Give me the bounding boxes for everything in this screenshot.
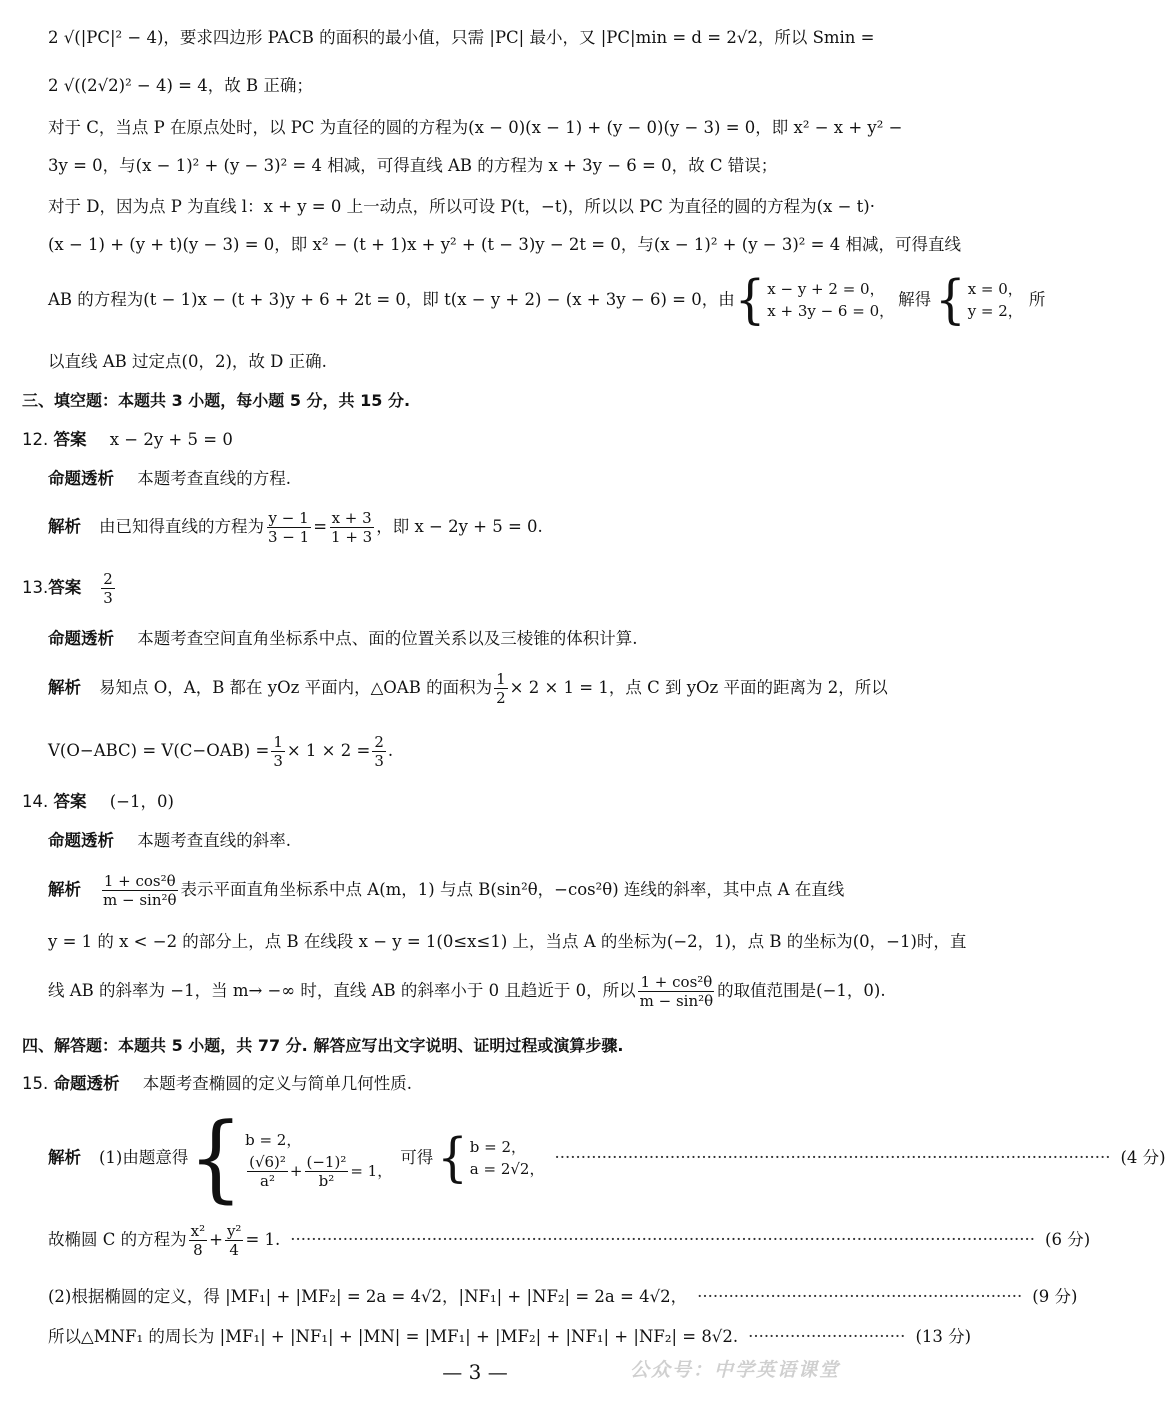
prev-d-line3: [48, 269, 1046, 331]
q15-part1-row: [48, 1103, 1166, 1213]
plus-sign: +: [209, 1230, 223, 1249]
q15-p1-b: 可得: [400, 1148, 434, 1167]
q13-line2-a: V(O−ABC) = V(C−OAB) =: [48, 741, 270, 760]
page-number: — 3 —: [442, 1360, 508, 1384]
q14-intent-label: 命题透析: [48, 831, 114, 850]
q14-line2: y = 1 的 x < −2 的部分上，点 B 在线段 x − y = 1(0≤x≤1) 上，当点 A 的坐标为(−2，1)，点 B 的坐标为(0，−1)时，直: [48, 932, 967, 951]
fraction: $\frac{1}{3}$: [273, 732, 283, 770]
system-tail: = 1，: [350, 1162, 393, 1180]
q12-number: 12.: [22, 430, 49, 449]
q15-p4: 所以△MNF₁ 的周长为 |MF₁| + |NF₁| + |MN| = |MF₁| + |MF₂| + |NF₁| + |NF₂| = 8√2.: [48, 1327, 739, 1346]
prev-d-line4: 以直线 AB 过定点(0，2)，故 D 正确.: [48, 352, 327, 371]
brace: {: [188, 1103, 244, 1213]
leader-dots: ··············································································································································: [290, 1230, 1036, 1249]
q14-analysis-a: 表示平面直角坐标系中点 A(m，1) 与点 B(sin²θ，−cos²θ) 连线的斜率，其中点 A 在直线: [180, 880, 845, 899]
prev-b-line1: 2 √(|PC|² − 4)，要求四边形 PACB 的面积的最小值，只需 |PC| 最小，又 |PC|min = d = 2√2，所以 Smin =: [48, 28, 875, 47]
brace: {: [935, 269, 966, 331]
system-row: [245, 1153, 392, 1190]
prev-d-line3-c: 所: [1028, 290, 1046, 309]
q14-intent-row: [48, 829, 928, 853]
prev-d-line3-a: AB 的方程为(t − 1)x − (t + 3)y + 6 + 2t = 0，即 t(x − y + 2) − (x + 3y − 6) = 0，由: [48, 290, 735, 309]
q13-analysis-a: 易知点 O，A，B 都在 yOz 平面内，△OAB 的面积为: [99, 678, 493, 697]
q14-line3-a: 线 AB 的斜率为 −1，当 m→ −∞ 时，直线 AB 的斜率小于 0 且趋近于 0，所以: [48, 981, 636, 1000]
equation-system-4: [437, 1127, 545, 1189]
prev-d-line2: (x − 1) + (y + t)(y − 3) = 0，即 x² − (t + 1)x + y² + (t − 3)y − 2t = 0，与(x − 1)² + (y − 3)² = 4 相减，可得直线: [48, 235, 961, 254]
system-row: x + 3y − 6 = 0，: [767, 302, 895, 320]
q15-intent-row: [22, 1072, 928, 1096]
prev-c-line1: 对于 C，当点 P 在原点处时，以 PC 为直径的圆的方程为(x − 0)(x − 1) + (y − 0)(y − 3) = 0，即 x² − x + y² −: [48, 118, 903, 137]
q13-answer-fraction: $\frac{2}{3}$: [103, 569, 113, 607]
prev-b-line2: 2 √((2√2)² − 4) = 4，故 B 正确；: [48, 76, 313, 95]
q13-analysis-row: [48, 666, 928, 710]
q13-analysis-label: 解析: [48, 678, 81, 697]
leader-dots: ······························································: [697, 1287, 1023, 1306]
q13-intent-row: [48, 627, 928, 651]
equation-system-1: [734, 269, 895, 331]
fraction: $\frac{\text{(√6)²}}{\text{a²}}$: [249, 1152, 286, 1190]
q12-answer-label: 答案: [53, 430, 87, 449]
q15-part2-row: [48, 1285, 1078, 1309]
prev-d-line1: 对于 D，因为点 P 为直线 l：x + y = 0 上一动点，所以可设 P(t，−t)，所以以 PC 为直径的圆的方程为(x − t)·: [48, 197, 875, 216]
system-row: x = 0，: [967, 280, 1023, 298]
q13-analysis-b: × 2 × 1 = 1，点 C 到 yOz 平面的距离为 2，所以: [509, 678, 888, 697]
brace: {: [734, 269, 766, 331]
q14-answer: (−1，0): [109, 792, 174, 811]
q14-analysis-label: 解析: [48, 880, 81, 899]
watermark: 公众号：中学英语课堂: [630, 1359, 841, 1381]
q15-part2-result: [48, 1325, 972, 1349]
q12-analysis-a: 由已知得直线的方程为: [99, 517, 264, 536]
system-row: y = 2，: [967, 302, 1023, 320]
q14-line3-b: 的取值范围是(−1，0).: [717, 981, 886, 1000]
q12-answer-row: [22, 428, 928, 452]
prev-d-line3-b: 解得: [898, 290, 932, 309]
q12-analysis-b: ，即 x − 2y + 5 = 0.: [376, 517, 543, 536]
fraction: $\frac{2}{3}$: [374, 732, 384, 770]
fraction: $\frac{\text{y²}}{4}$: [226, 1221, 242, 1259]
q15-intent-label: 命题透析: [53, 1074, 120, 1093]
q15-number: 15.: [22, 1074, 49, 1093]
q14-answer-row: [22, 790, 928, 814]
q14-number: 14.: [22, 792, 49, 811]
q13-intent-label: 命题透析: [48, 629, 114, 648]
plus-sign: +: [289, 1162, 303, 1180]
q15-analysis-label: 解析: [48, 1148, 81, 1167]
fraction: $\frac{x + 3}{1 + 3}$: [331, 508, 373, 546]
q13-intent: 本题考查空间直角坐标系中点、面的位置关系以及三棱锥的体积计算.: [137, 629, 638, 648]
q14-line3: [48, 969, 928, 1013]
fraction: $\frac{y - 1}{3 - 1}$: [268, 508, 310, 546]
q15-p3: (2)根据椭圆的定义，得 |MF₁| + |MF₂| = 2a = 4√2，|NF₁| + |NF₂| = 2a = 4√2，: [48, 1287, 688, 1306]
system-row: a = 2√2，: [469, 1160, 545, 1178]
prev-c-line2: 3y = 0，与(x − 1)² + (y − 3)² = 4 相减，可得直线 AB 的方程为 x + 3y − 6 = 0，故 C 错误；: [48, 156, 778, 175]
q13-answer-row: [22, 566, 928, 610]
q13-number: 13.: [22, 578, 49, 597]
q12-analysis-label: 解析: [48, 517, 81, 536]
q13-line2-b: × 1 × 2 =: [286, 741, 371, 760]
score: (9 分): [1032, 1287, 1078, 1306]
leader-dots: ··········································································································: [554, 1148, 1111, 1167]
system-row: x − y + 2 = 0，: [767, 280, 885, 298]
q15-part1-result: [48, 1218, 1091, 1262]
fraction: $\frac{\text{(−1)²}}{\text{b²}}$: [306, 1152, 347, 1190]
q14-intent: 本题考查直线的斜率.: [137, 831, 291, 850]
q12-intent-row: [48, 467, 928, 491]
leader-dots: ······························: [748, 1327, 906, 1346]
fraction: $\frac{\text{x²}}{8}$: [190, 1221, 206, 1259]
q14-answer-label: 答案: [53, 792, 87, 811]
fraction: $\frac{1}{2}$: [496, 669, 506, 707]
system-row: b = 2，: [245, 1130, 302, 1149]
score: (6 分): [1045, 1230, 1091, 1249]
section-3-heading: 三、填空题：本题共 3 小题，每小题 5 分，共 15 分.: [22, 391, 411, 410]
q15-p2-a: 故椭圆 C 的方程为: [48, 1230, 187, 1249]
equation-system-2: [935, 269, 1023, 331]
system-row: b = 2，: [469, 1138, 527, 1156]
score: (13 分): [915, 1327, 972, 1346]
q12-intent: 本题考查直线的方程.: [137, 469, 291, 488]
q13-line2-c: .: [387, 741, 394, 760]
q13-volume-row: [48, 729, 928, 773]
q15-intent: 本题考查椭圆的定义与简单几何性质.: [142, 1074, 412, 1093]
fraction: $\frac{\text{1 + cos²θ}}{\text{m − sin²θ}}$: [639, 972, 714, 1010]
equation-system-3: [188, 1103, 393, 1213]
q12-intent-label: 命题透析: [48, 469, 114, 488]
brace: {: [437, 1127, 468, 1189]
q15-p1-a: (1)由题意得: [99, 1148, 189, 1167]
q15-p2-b: = 1.: [245, 1230, 281, 1249]
fraction: $\frac{\text{1 + cos²θ}}{\text{m − sin²θ}}$: [103, 871, 177, 909]
q12-answer: x − 2y + 5 = 0: [109, 430, 233, 449]
equals-sign: =: [313, 517, 328, 536]
q12-analysis-row: [48, 506, 928, 548]
q13-answer-label: 答案: [48, 578, 82, 597]
q14-analysis-row: [48, 868, 928, 912]
score: (4 分): [1120, 1148, 1166, 1167]
section-4-heading: 四、解答题：本题共 5 小题，共 77 分. 解答应写出文字说明、证明过程或演算步骤.: [22, 1036, 624, 1055]
